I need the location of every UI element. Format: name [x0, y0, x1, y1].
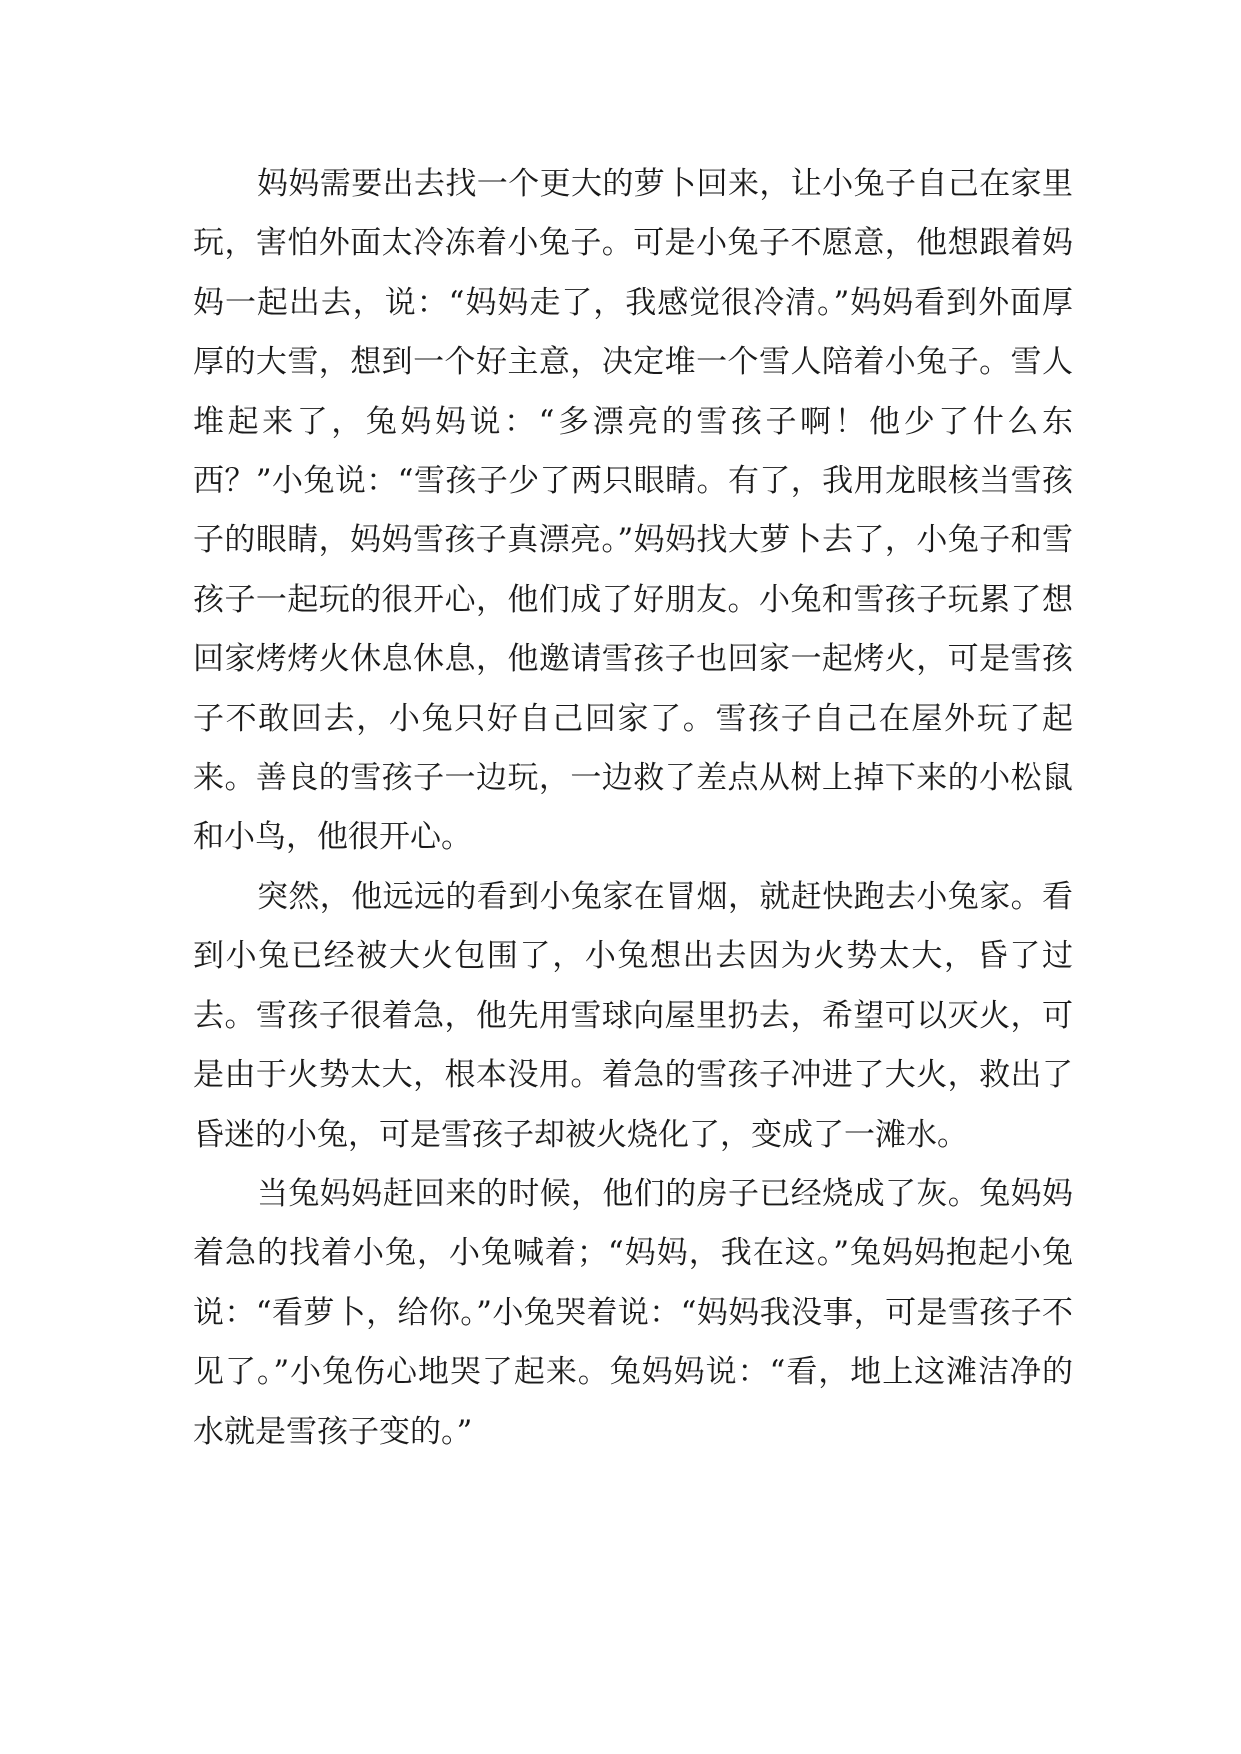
paragraph-3: 当兔妈妈赶回来的时候，他们的房子已经烧成了灰。兔妈妈着急的找着小兔，小兔喊着；“妈妈，我在这。”兔妈妈抱起小兔说：“看萝卜，给你。”小兔哭着说：“妈妈我没事，可是雪孩子不见了。”小兔伤心地哭了起来。兔妈妈说：“看，地上这滩洁净的水就是雪孩子变的。”	[193, 1175, 1073, 1450]
paragraph-2: 突然，他远远的看到小兔家在冒烟，就赶快跑去小兔家。看到小兔已经被大火包围了，小兔想出去因为火势太大，昏了过去。雪孩子很着急，他先用雪球向屋里扔去，希望可以灭火，可是由于火势太大，根本没用。着急的雪孩子冲进了大火，救出了昏迷的小兔，可是雪孩子却被火烧化了，变成了一滩水。	[193, 878, 1073, 1153]
document-body	[193, 155, 1073, 1462]
paragraph-1: 妈妈需要出去找一个更大的萝卜回来，让小兔子自己在家里玩，害怕外面太冷冻着小兔子。可是小兔子不愿意，他想跟着妈妈一起出去，说：“妈妈走了，我感觉很冷清。”妈妈看到外面厚厚的大雪，想到一个好主意，决定堆一个雪人陪着小兔子。雪人堆起来了，兔妈妈说：“多漂亮的雪孩子啊！他少了什么东西？”小兔说：“雪孩子少了两只眼睛。有了，我用龙眼核当雪孩子的眼睛，妈妈雪孩子真漂亮。”妈妈找大萝卜去了，小兔子和雪孩子一起玩的很开心，他们成了好朋友。小兔和雪孩子玩累了想回家烤烤火休息休息，他邀请雪孩子也回家一起烤火，可是雪孩子不敢回去，小兔只好自己回家了。雪孩子自己在屋外玩了起来。善良的雪孩子一边玩，一边救了差点从树上掉下来的小松鼠和小鸟，他很开心。	[193, 166, 1073, 856]
